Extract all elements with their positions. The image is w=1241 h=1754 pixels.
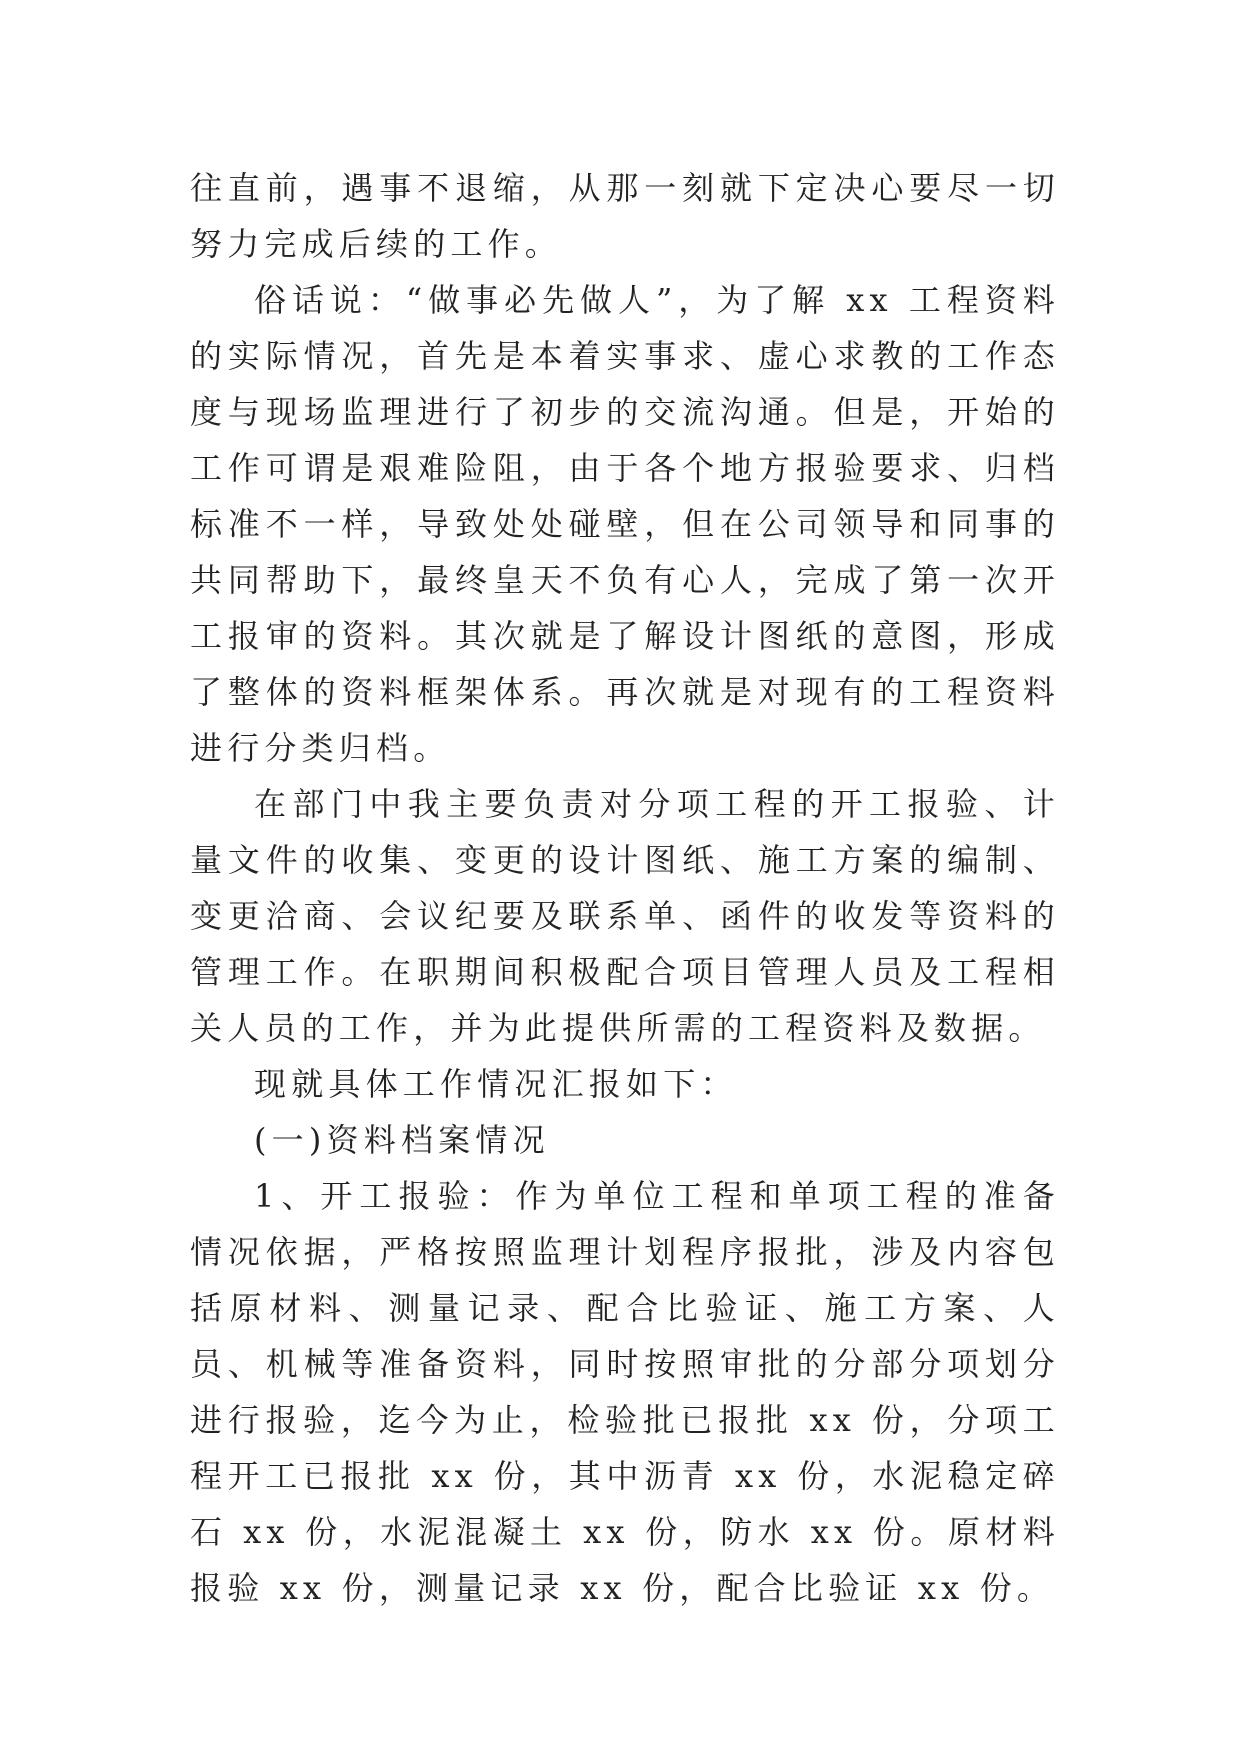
paragraph-continuation: 往直前，遇事不退缩，从那一刻就下定决心要尽一切努力完成后续的工作。: [190, 169, 1060, 263]
paragraph-proverb: 俗话说：“做事必先做人”，为了解 xx 工程资料的实际情况，首先是本着实事求、虚心求教的工作态度与现场监理进行了初步的交流沟通。但是，开始的工作可谓是艰难险阻，由于各个地方报验要求、归档标准不一样，导致处处碰壁，但在公司领导和同事的共同帮助下，最终皇天不负有心人，完成了第一次开工报审的资料。其次就是了解设计图纸的意图，形成了整体的资料框架体系。再次就是对现有的工程资料进行分类归档。: [190, 281, 1060, 767]
paragraph-responsibilities: 在部门中我主要负责对分项工程的开工报验、计量文件的收集、变更的设计图纸、施工方案的编制、变更洽商、会议纪要及联系单、函件的收发等资料的管理工作。在职期间积极配合项目管理人员及工程相关人员的工作，并为此提供所需的工程资料及数据。: [190, 785, 1060, 1047]
paragraph-report-intro: 现就具体工作情况汇报如下：: [254, 1065, 738, 1103]
section-heading-archives: (一)资料档案情况: [254, 1121, 550, 1159]
paragraph-inspection: 1、开工报验：作为单位工程和单项工程的准备情况依据，严格按照监理计划程序报批，涉及内容包括原材料、测量记录、配合比验证、施工方案、人员、机械等准备资料，同时按照审批的分部分项划分进行报验，迄今为止，检验批已报批 xx 份，分项工程开工已报批 xx 份，其中沥青 xx 份，水泥稳定碎石 xx 份，水泥混凝土 xx 份，防水 xx 份。原材料报验 xx 份，测量记录 xx 份，配合比验证 xx 份。: [190, 1177, 1060, 1607]
document-body: [190, 160, 1060, 1616]
